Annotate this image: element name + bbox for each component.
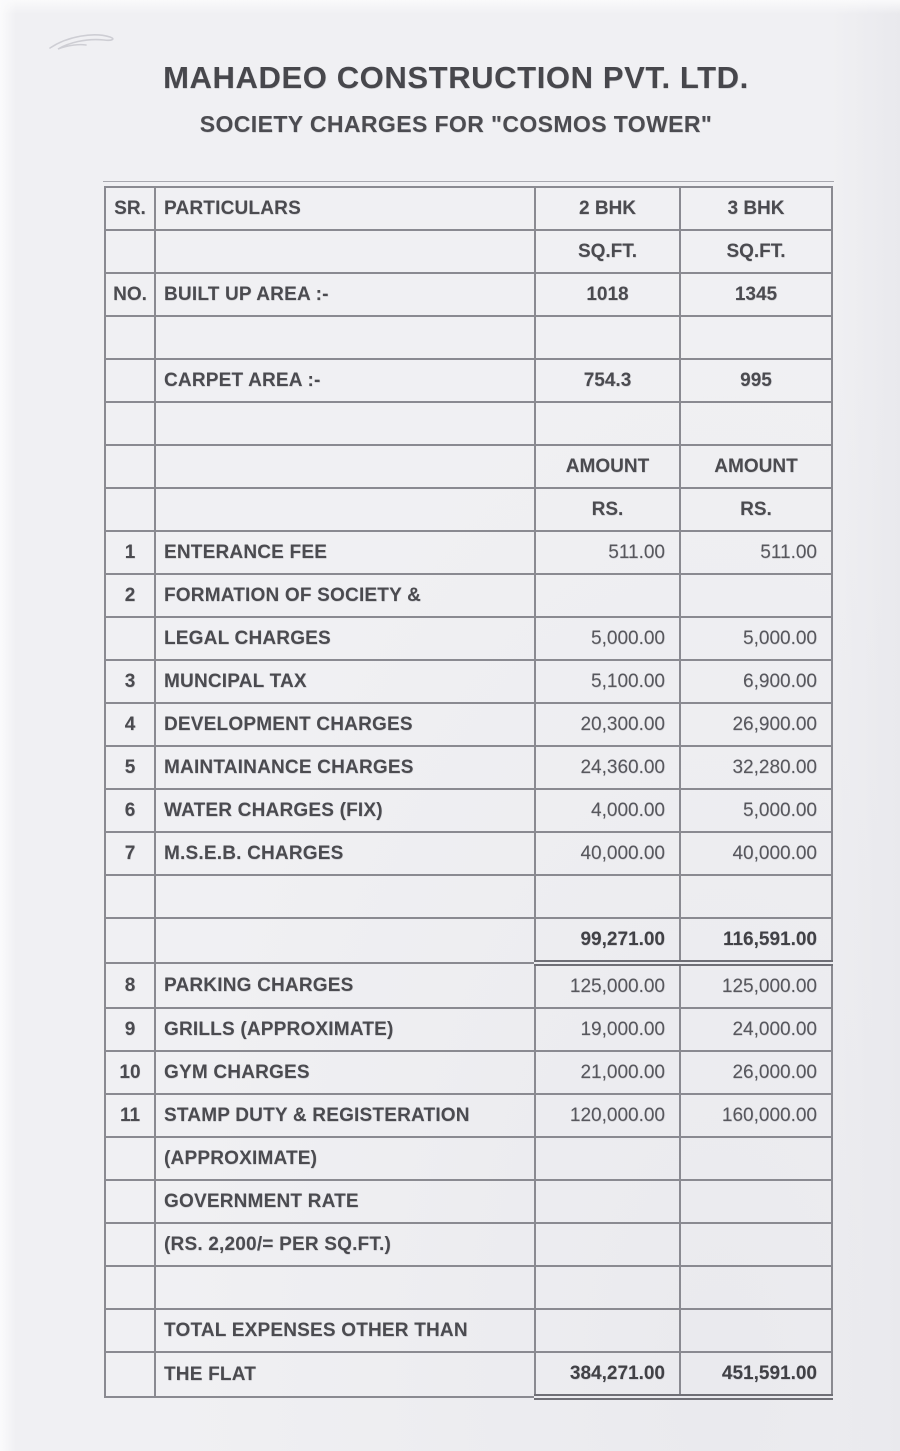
amount-2bhk-cell: 4,000.00 <box>535 789 680 832</box>
sr-no-cell <box>105 1309 155 1352</box>
page-subtitle: SOCIETY CHARGES FOR "COSMOS TOWER" <box>199 111 713 137</box>
particulars-cell: FORMATION OF SOCIETY & <box>155 574 535 617</box>
amount-2bhk-cell: 120,000.00 <box>535 1094 680 1137</box>
sr-no-cell <box>105 617 155 660</box>
sr-no-cell <box>105 1180 155 1223</box>
sr-no-cell: NO. <box>105 273 155 316</box>
table-row <box>105 187 832 230</box>
particulars-cell: CARPET AREA :- <box>155 359 535 402</box>
sr-no-cell <box>105 875 155 918</box>
amount-2bhk-cell: 21,000.00 <box>535 1051 680 1094</box>
sr-no-cell <box>105 1352 155 1397</box>
table-row <box>105 1051 832 1094</box>
particulars-cell: STAMP DUTY & REGISTERATION <box>155 1094 535 1137</box>
particulars-cell: WATER CHARGES (FIX) <box>155 789 535 832</box>
amount-3bhk-cell <box>680 574 832 617</box>
amount-2bhk-cell: 384,271.00 <box>535 1352 680 1397</box>
amount-3bhk-cell <box>680 1180 832 1223</box>
amount-2bhk-cell <box>535 574 680 617</box>
sr-no-cell <box>105 402 155 445</box>
amount-2bhk-cell: 125,000.00 <box>535 963 680 1008</box>
amount-2bhk-cell: 5,100.00 <box>535 660 680 703</box>
sr-no-cell: 11 <box>105 1094 155 1137</box>
table-row <box>105 273 832 316</box>
particulars-cell <box>155 875 535 918</box>
particulars-cell: BUILT UP AREA :- <box>155 273 535 316</box>
particulars-cell: GOVERNMENT RATE <box>155 1180 535 1223</box>
sr-no-cell: SR. <box>105 187 155 230</box>
amount-2bhk-cell <box>535 1309 680 1352</box>
amount-3bhk-cell: 451,591.00 <box>680 1352 832 1397</box>
particulars-cell: MUNCIPAL TAX <box>155 660 535 703</box>
amount-2bhk-cell: AMOUNT <box>535 445 680 488</box>
amount-2bhk-cell: SQ.FT. <box>535 230 680 273</box>
amount-3bhk-cell <box>680 1223 832 1266</box>
particulars-cell: TOTAL EXPENSES OTHER THAN <box>155 1309 535 1352</box>
amount-2bhk-cell <box>535 875 680 918</box>
table-row <box>105 574 832 617</box>
amount-3bhk-cell: 1345 <box>680 273 832 316</box>
society-charges-table <box>104 186 833 1400</box>
sr-no-cell <box>105 1266 155 1309</box>
particulars-cell <box>155 918 535 963</box>
amount-2bhk-cell: RS. <box>535 488 680 531</box>
sr-no-cell <box>105 359 155 402</box>
particulars-cell: GRILLS (APPROXIMATE) <box>155 1008 535 1051</box>
particulars-cell <box>155 1266 535 1309</box>
sr-no-cell: 6 <box>105 789 155 832</box>
table-row <box>105 1094 832 1137</box>
sr-no-cell <box>105 1137 155 1180</box>
particulars-cell: PARTICULARS <box>155 187 535 230</box>
particulars-cell: GYM CHARGES <box>155 1051 535 1094</box>
sr-no-cell: 7 <box>105 832 155 875</box>
table-row <box>105 963 832 1008</box>
particulars-cell: DEVELOPMENT CHARGES <box>155 703 535 746</box>
table-row <box>105 1180 832 1223</box>
sr-no-cell <box>105 1223 155 1266</box>
sr-no-cell: 9 <box>105 1008 155 1051</box>
amount-3bhk-cell: 511.00 <box>680 531 832 574</box>
table-row <box>105 1008 832 1051</box>
amount-2bhk-cell: 5,000.00 <box>535 617 680 660</box>
table-row <box>105 875 832 918</box>
amount-2bhk-cell <box>535 1266 680 1309</box>
amount-2bhk-cell <box>535 402 680 445</box>
amount-2bhk-cell: 20,300.00 <box>535 703 680 746</box>
table-row <box>105 316 832 359</box>
table-row <box>105 1352 832 1397</box>
page-title: MAHADEO CONSTRUCTION PVT. LTD. <box>163 60 749 95</box>
pencil-scribble-mark <box>46 26 130 60</box>
amount-2bhk-cell: 511.00 <box>535 531 680 574</box>
amount-3bhk-cell: 40,000.00 <box>680 832 832 875</box>
table-row <box>105 1309 832 1352</box>
sr-no-cell: 1 <box>105 531 155 574</box>
amount-3bhk-cell: 5,000.00 <box>680 789 832 832</box>
particulars-cell: (APPROXIMATE) <box>155 1137 535 1180</box>
table-row <box>105 359 832 402</box>
charges-table-body <box>105 187 832 1397</box>
amount-2bhk-cell <box>535 1223 680 1266</box>
amount-3bhk-cell: 160,000.00 <box>680 1094 832 1137</box>
particulars-cell <box>155 488 535 531</box>
particulars-cell <box>155 445 535 488</box>
amount-2bhk-cell: 19,000.00 <box>535 1008 680 1051</box>
table-row <box>105 832 832 875</box>
amount-2bhk-cell: 99,271.00 <box>535 918 680 963</box>
sr-no-cell: 10 <box>105 1051 155 1094</box>
table-row <box>105 531 832 574</box>
amount-3bhk-cell: 3 BHK <box>680 187 832 230</box>
amount-2bhk-cell <box>535 1137 680 1180</box>
amount-3bhk-cell <box>680 1137 832 1180</box>
amount-3bhk-cell <box>680 875 832 918</box>
amount-3bhk-cell: 5,000.00 <box>680 617 832 660</box>
sr-no-cell: 5 <box>105 746 155 789</box>
table-row <box>105 918 832 963</box>
amount-2bhk-cell <box>535 1180 680 1223</box>
amount-3bhk-cell <box>680 402 832 445</box>
table-row <box>105 230 832 273</box>
particulars-cell: (RS. 2,200/= PER SQ.FT.) <box>155 1223 535 1266</box>
amount-3bhk-cell: 125,000.00 <box>680 963 832 1008</box>
amount-2bhk-cell: 40,000.00 <box>535 832 680 875</box>
amount-3bhk-cell <box>680 1266 832 1309</box>
amount-2bhk-cell: 754.3 <box>535 359 680 402</box>
table-row <box>105 660 832 703</box>
particulars-cell: MAINTAINANCE CHARGES <box>155 746 535 789</box>
table-row <box>105 789 832 832</box>
sr-no-cell: 8 <box>105 963 155 1008</box>
table-row <box>105 1137 832 1180</box>
particulars-cell <box>155 230 535 273</box>
amount-2bhk-cell <box>535 316 680 359</box>
sr-no-cell: 4 <box>105 703 155 746</box>
table-row <box>105 1266 832 1309</box>
amount-2bhk-cell: 1018 <box>535 273 680 316</box>
particulars-cell <box>155 316 535 359</box>
sr-no-cell <box>105 918 155 963</box>
amount-3bhk-cell: SQ.FT. <box>680 230 832 273</box>
sr-no-cell <box>105 316 155 359</box>
amount-3bhk-cell: AMOUNT <box>680 445 832 488</box>
amount-2bhk-cell: 24,360.00 <box>535 746 680 789</box>
table-row <box>105 402 832 445</box>
sr-no-cell <box>105 445 155 488</box>
particulars-cell: PARKING CHARGES <box>155 963 535 1008</box>
table-row <box>105 1223 832 1266</box>
amount-3bhk-cell: 26,900.00 <box>680 703 832 746</box>
table-row <box>105 488 832 531</box>
amount-3bhk-cell <box>680 316 832 359</box>
particulars-cell: THE FLAT <box>155 1352 535 1397</box>
amount-3bhk-cell: 26,000.00 <box>680 1051 832 1094</box>
amount-3bhk-cell: 32,280.00 <box>680 746 832 789</box>
particulars-cell: ENTERANCE FEE <box>155 531 535 574</box>
amount-3bhk-cell: 6,900.00 <box>680 660 832 703</box>
amount-2bhk-cell: 2 BHK <box>535 187 680 230</box>
table-row <box>105 445 832 488</box>
particulars-cell <box>155 402 535 445</box>
sr-no-cell: 3 <box>105 660 155 703</box>
sr-no-cell: 2 <box>105 574 155 617</box>
sr-no-cell <box>105 230 155 273</box>
amount-3bhk-cell: RS. <box>680 488 832 531</box>
sr-no-cell <box>105 488 155 531</box>
table-row <box>105 703 832 746</box>
particulars-cell: M.S.E.B. CHARGES <box>155 832 535 875</box>
amount-3bhk-cell: 116,591.00 <box>680 918 832 963</box>
table-row <box>105 617 832 660</box>
amount-3bhk-cell: 24,000.00 <box>680 1008 832 1051</box>
particulars-cell: LEGAL CHARGES <box>155 617 535 660</box>
table-row <box>105 746 832 789</box>
amount-3bhk-cell: 995 <box>680 359 832 402</box>
amount-3bhk-cell <box>680 1309 832 1352</box>
